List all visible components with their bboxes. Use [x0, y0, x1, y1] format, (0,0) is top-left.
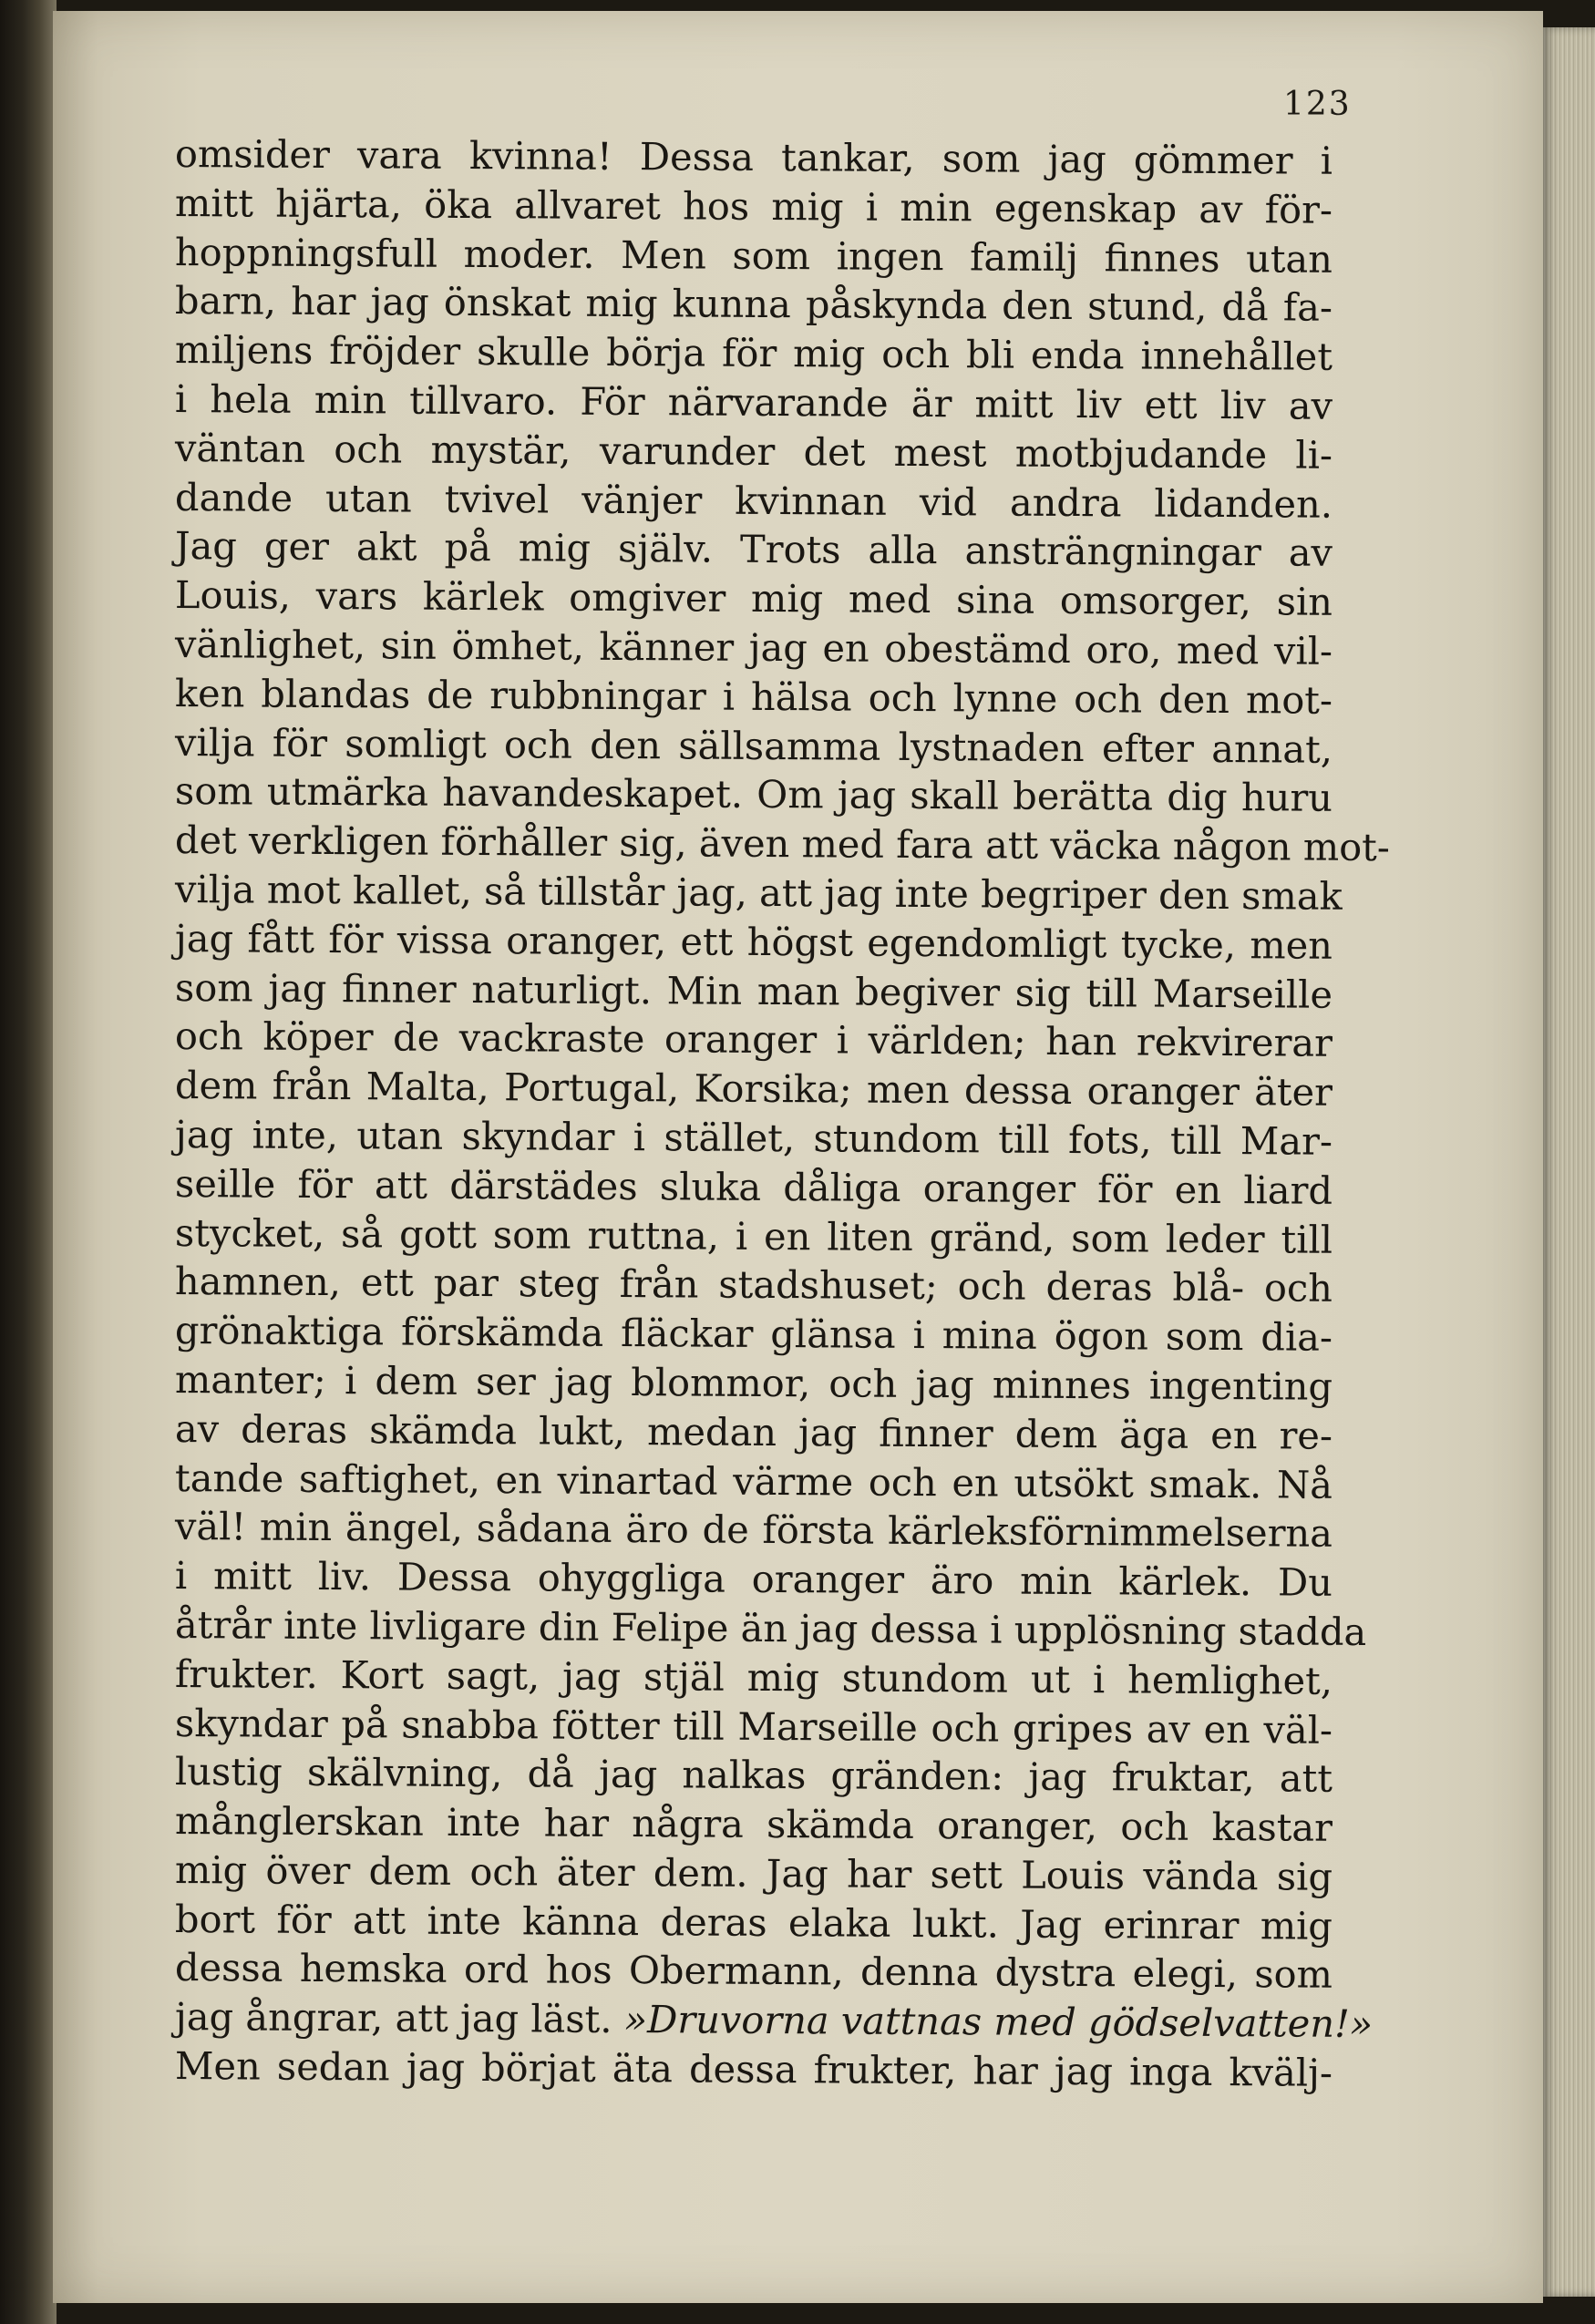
- text-line: dem från Malta, Portugal, Korsika; men dessa oranger äter: [174, 1063, 1333, 1115]
- text-line: mitt hjärta, öka allvaret hos mig i min egenskap av för-: [174, 180, 1333, 232]
- text-line: som jag finner naturligt. Min man begiver sig till Marseille: [174, 964, 1333, 1017]
- page-edges: [1543, 27, 1595, 2297]
- text-line: det verkligen förhåller sig, även med fara att väcka någon mot-: [174, 818, 1391, 870]
- text-line: väl! min ängel, sådana äro de första kärleksförnimmelserna: [174, 1504, 1333, 1557]
- text-line: och köper de vackraste oranger i världen; han rekvirerar: [174, 1013, 1333, 1066]
- text-line: hamnen, ett par steg från stadshuset; och deras blå- och: [174, 1259, 1333, 1311]
- text-line: hoppningsfull moder. Men som ingen familj finnes utan: [174, 229, 1333, 282]
- text-line: jag fått för vissa oranger, ett högst egendomligt tycke, men: [174, 915, 1333, 968]
- text-line: tande saftighet, en vinartad värme och en utsökt smak. Nå: [174, 1455, 1333, 1507]
- text-line: miljens fröjder skulle börja för mig och bli enda innehållet: [174, 327, 1333, 379]
- text-line: Louis, vars kärlek omgiver mig med sina omsorger, sin: [174, 572, 1333, 624]
- text-line: åtrår inte livligare din Felipe än jag dessa i upplösning stadda: [174, 1601, 1367, 1654]
- text-line: månglerskan inte har några skämda oranger, och kastar: [174, 1798, 1333, 1850]
- italic-quote: »Druvorna vattnas med gödselvatten!»: [623, 1997, 1374, 2047]
- text-line: Jag ger akt på mig själv. Trots alla ansträngningar av: [174, 523, 1333, 576]
- text-line: frukter. Kort sagt, jag stjäl mig stundom ut i hemlighet,: [174, 1650, 1333, 1703]
- text-line: vänlighet, sin ömhet, känner jag en obestämd oro, med vil-: [174, 621, 1333, 674]
- text-line: omsider vara kvinna! Dessa tankar, som jag gömmer i: [174, 131, 1333, 183]
- text-line: manter; i dem ser jag blommor, och jag minnes ingenting: [174, 1356, 1333, 1409]
- text-line: barn, har jag önskat mig kunna påskynda den stund, då fa-: [174, 278, 1333, 331]
- text-line: lustig skälvning, då jag nalkas gränden: jag fruktar, att: [174, 1749, 1333, 1802]
- body-text: [174, 129, 1391, 2095]
- text-line: som utmärka havandeskapet. Om jag skall berätta dig huru: [174, 768, 1333, 821]
- text-line: mig över dem och äter dem. Jag har sett Louis vända sig: [174, 1846, 1333, 1899]
- text-line: i hela min tillvaro. För närvarande är mitt liv ett liv av: [174, 375, 1333, 428]
- quote-line-lead: jag ångrar, att jag läst.: [174, 1994, 624, 2042]
- text-line: skyndar på snabba fötter till Marseille och gripes av en väl-: [174, 1700, 1333, 1753]
- page-number: 123: [1283, 86, 1352, 123]
- text-line: stycket, så gott som ruttna, i en liten gränd, som leder till: [174, 1209, 1333, 1262]
- text-line: vilja för somligt och den sällsamma lystnaden efter annat,: [174, 719, 1333, 772]
- text-line: grönaktiga förskämda fläckar glänsa i mina ögon som dia-: [174, 1308, 1333, 1360]
- text-line: av deras skämda lukt, medan jag finner dem äga en re-: [174, 1405, 1333, 1458]
- text-line: dessa hemska ord hos Obermann, denna dystra elegi, som: [174, 1945, 1333, 1998]
- text-line: jag inte, utan skyndar i stället, stundom till fots, till Mar-: [174, 1111, 1333, 1164]
- text-line: i mitt liv. Dessa ohyggliga oranger äro min kärlek. Du: [174, 1553, 1333, 1605]
- final-text-line: Men sedan jag börjat äta dessa frukter, har jag inga kvälj-: [174, 2043, 1333, 2095]
- book-binding: [0, 0, 57, 2324]
- text-line: vilja mot kallet, så tillstår jag, att jag inte begriper den smak: [174, 866, 1343, 919]
- quote-line: [174, 1992, 1374, 2049]
- text-line: dande utan tvivel vänjer kvinnan vid andra lidanden.: [174, 474, 1333, 527]
- text-line: ken blandas de rubbningar i hälsa och lynne och den mot-: [174, 670, 1333, 723]
- text-line: bort för att inte känna deras elaka lukt. Jag erinrar mig: [174, 1896, 1333, 1949]
- text-line: seille för att därstädes sluka dåliga oranger för en liard: [174, 1160, 1333, 1213]
- text-line: väntan och mystär, varunder det mest motbjudande li-: [174, 425, 1333, 478]
